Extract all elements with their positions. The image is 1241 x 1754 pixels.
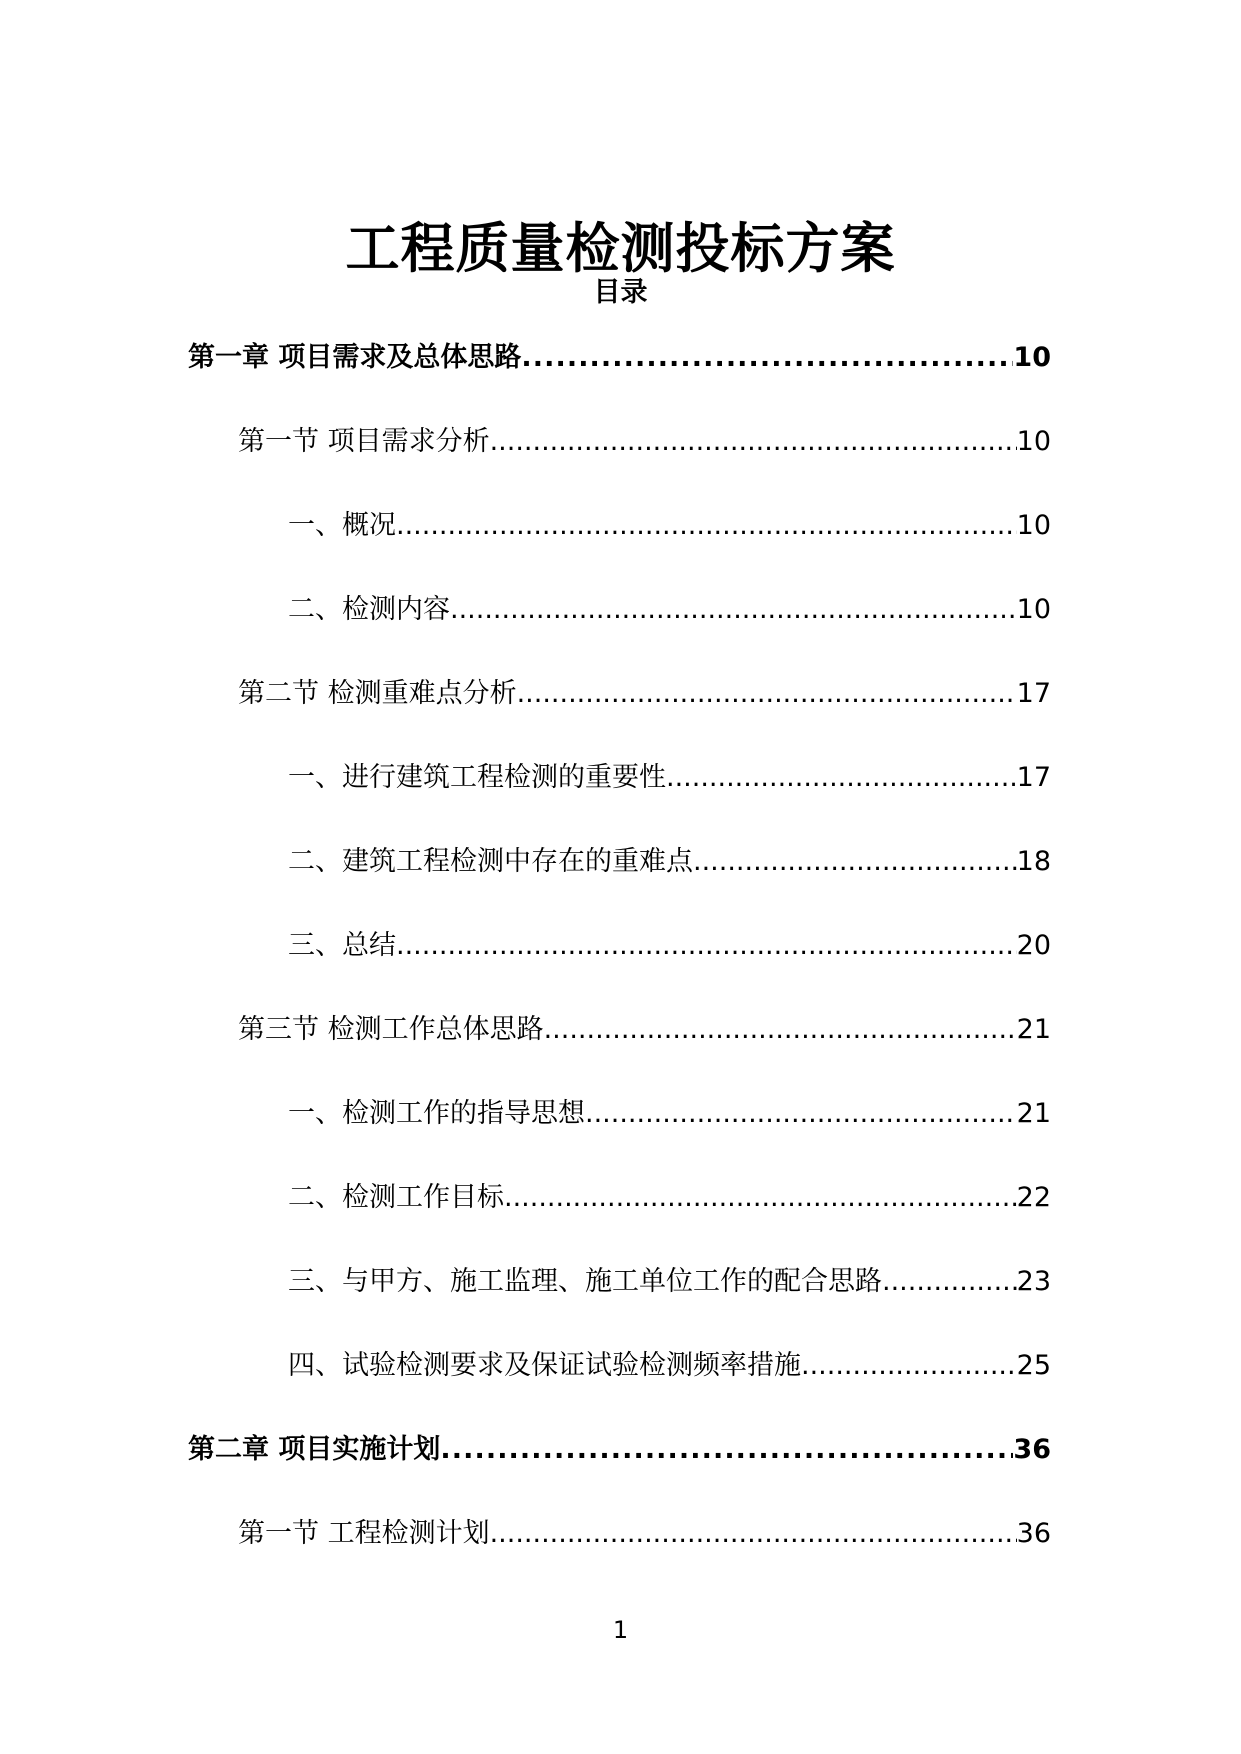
toc-dot-leader <box>490 1514 1017 1554</box>
toc-entry-label: 三、总结 <box>288 930 396 961</box>
toc-entry-label: 第一节 工程检测计划 <box>238 1518 490 1549</box>
toc-entry-label: 三、与甲方、施工监理、施工单位工作的配合思路 <box>288 1266 882 1297</box>
toc-entry[interactable] <box>288 758 1051 798</box>
toc-entry[interactable] <box>288 1346 1051 1386</box>
toc-entry[interactable] <box>188 1430 1051 1470</box>
document-title: 工程质量检测投标方案 <box>345 217 896 281</box>
toc-entry[interactable] <box>188 338 1051 378</box>
toc-dot-leader <box>693 842 1017 882</box>
toc-entry-page: 10 <box>1016 426 1051 457</box>
toc-dot-leader <box>801 1346 1017 1386</box>
toc-entry-page: 23 <box>1016 1266 1051 1297</box>
toc-entry-page: 17 <box>1016 762 1051 793</box>
toc-entry[interactable] <box>238 1514 1051 1554</box>
toc-entry-label: 第二节 检测重难点分析 <box>238 678 517 709</box>
toc-dot-leader <box>396 506 1017 546</box>
toc-dot-leader <box>521 338 1013 378</box>
toc-entry[interactable] <box>288 1178 1051 1218</box>
toc-entry-label: 二、建筑工程检测中存在的重难点 <box>288 846 693 877</box>
toc-entry-page: 21 <box>1016 1098 1051 1129</box>
toc-entry-page: 36 <box>1013 1434 1051 1465</box>
toc-entry-page: 22 <box>1016 1182 1051 1213</box>
toc-entry[interactable] <box>238 422 1051 462</box>
toc-entry-label: 一、概况 <box>288 510 396 541</box>
toc-heading: 目录 <box>593 277 648 308</box>
toc-dot-leader <box>450 590 1017 630</box>
toc-dot-leader <box>440 1430 1013 1470</box>
toc-entry-page: 17 <box>1016 678 1051 709</box>
toc-dot-leader <box>504 1178 1017 1218</box>
toc-entry[interactable] <box>238 674 1051 714</box>
page-number: 1 <box>612 1616 629 1644</box>
toc-entry-page: 20 <box>1016 930 1051 961</box>
toc-dot-leader <box>585 1094 1017 1134</box>
toc-entry-page: 10 <box>1016 510 1051 541</box>
toc-dot-leader <box>490 422 1017 462</box>
toc-entry-page: 25 <box>1016 1350 1051 1381</box>
toc-entry-page: 36 <box>1016 1518 1051 1549</box>
toc-dot-leader <box>544 1010 1017 1050</box>
toc-dot-leader <box>882 1262 1017 1302</box>
toc-entry-label: 四、试验检测要求及保证试验检测频率措施 <box>288 1350 801 1381</box>
toc-entry-label: 二、检测内容 <box>288 594 450 625</box>
toc-entry-page: 10 <box>1013 342 1051 373</box>
toc-entry-label: 第一章 项目需求及总体思路 <box>188 342 522 373</box>
toc-entry-label: 第一节 项目需求分析 <box>238 426 490 457</box>
toc-entry-page: 21 <box>1016 1014 1051 1045</box>
toc-entry-label: 一、进行建筑工程检测的重要性 <box>288 762 666 793</box>
toc-entry[interactable] <box>288 1094 1051 1134</box>
toc-dot-leader <box>666 758 1017 798</box>
toc-entry[interactable] <box>288 506 1051 546</box>
toc-entry-page: 10 <box>1016 594 1051 625</box>
toc-dot-leader <box>517 674 1017 714</box>
toc-entry-label: 第二章 项目实施计划 <box>188 1434 441 1465</box>
toc-entry[interactable] <box>288 1262 1051 1302</box>
toc-entry[interactable] <box>238 1010 1051 1050</box>
toc-entry-page: 18 <box>1016 846 1051 877</box>
toc-entry-label: 一、检测工作的指导思想 <box>288 1098 585 1129</box>
toc-dot-leader <box>396 926 1017 966</box>
toc-entry-label: 二、检测工作目标 <box>288 1182 504 1213</box>
toc-entry[interactable] <box>288 842 1051 882</box>
toc-entry-label: 第三节 检测工作总体思路 <box>238 1014 544 1045</box>
toc-entry[interactable] <box>288 590 1051 630</box>
toc-entry[interactable] <box>288 926 1051 966</box>
